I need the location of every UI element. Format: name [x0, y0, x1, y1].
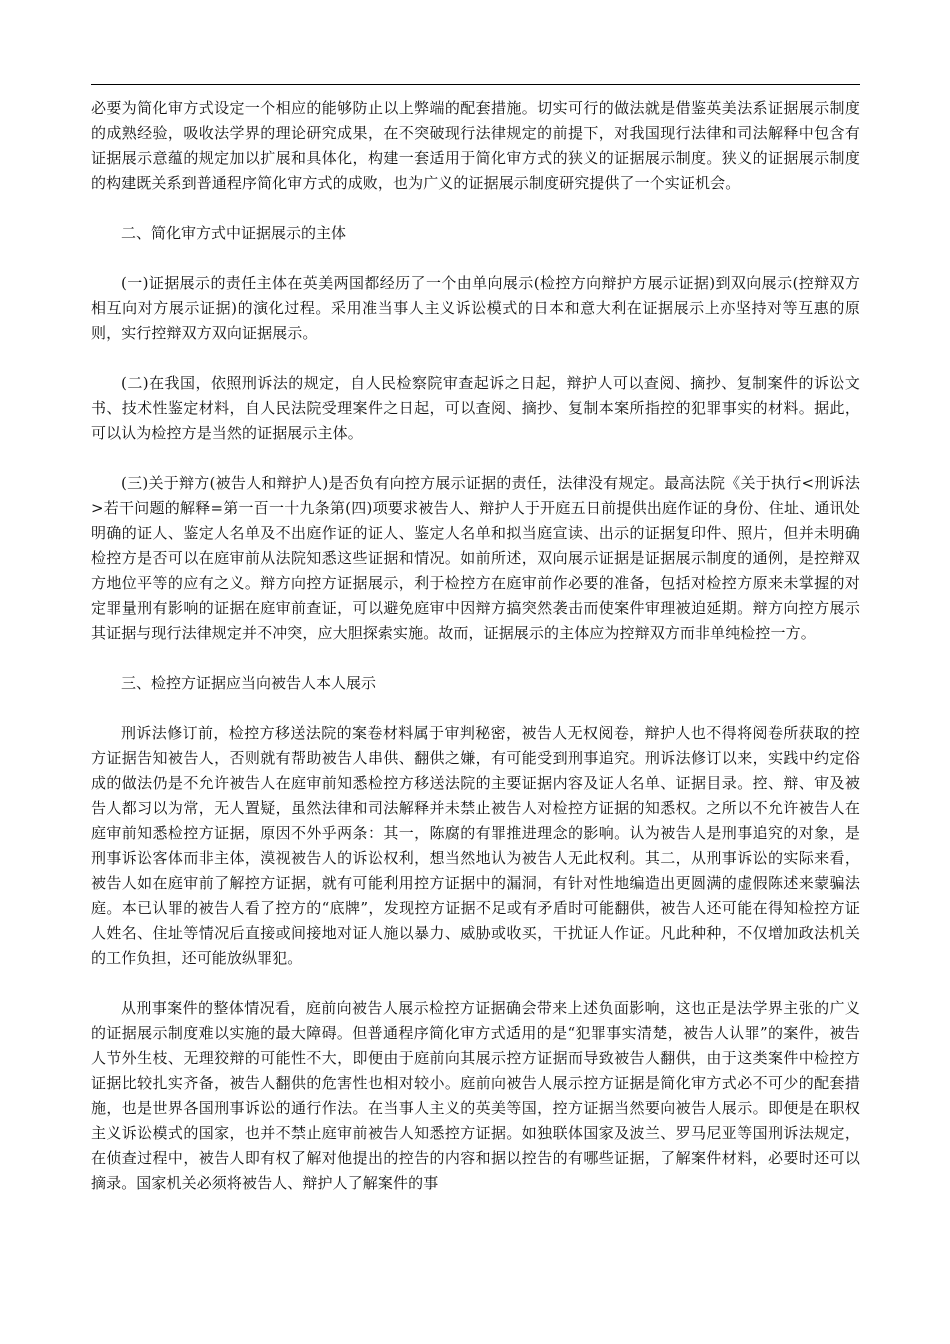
paragraph-gap [91, 446, 860, 471]
section-2-paragraph-3: (三)关于辩方(被告人和辩护人)是否负有向控方展示证据的责任，法律没有规定。最高法院《关于执行<刑诉法>若干问题的解释=第一百一十九条第(四)项要求被告人、辩护人于开庭五日前提供出庭作证的身份、住址、通讯处明确的证人、鉴定人名单及不出庭作证的证人、鉴定人名单和拟当庭宣读、出示的证据复印件、照片，但并未明确检控方是否可以在庭审前从法院知悉这些证据和情况。如前所述，双向展示证据是证据展示制度的通例，是控辩双方地位平等的应有之义。辩方向控方证据展示，利于检控方在庭审前作必要的准备，包括对检控方原来未掌握的对定罪量刑有影响的证据在庭审前查证，可以避免庭审中因辩方搞突然袭击而使案件审理被迫延期。辩方向控方展示其证据与现行法律规定并不冲突，应大胆探索实施。故而，证据展示的主体应为控辩双方而非单纯检控一方。 [91, 474, 860, 642]
paragraph-gap [91, 696, 860, 721]
intro-paragraph: 必要为简化审方式设定一个相应的能够防止以上弊端的配套措施。切实可行的做法就是借鉴英美法系证据展示制度的成熟经验，吸收法学界的理论研究成果，在不突破现行法律规定的前提下，对我国现行法律和司法解释中包含有证据展示意蕴的规定加以扩展和具体化，构建一套适用于简化审方式的狭义的证据展示制度。狭义的证据展示制度的构建既关系到普通程序简化审方式的成败，也为广义的证据展示制度研究提供了一个实证机会。 [91, 99, 860, 192]
header-rule [91, 84, 860, 85]
section-2-paragraph-2: (二)在我国，依照刑诉法的规定，自人民检察院审查起诉之日起，辩护人可以查阅、摘抄、复制案件的诉讼文书、技术性鉴定材料，自人民法院受理案件之日起，可以查阅、摘抄、复制本案所指控的犯罪事实的材料。据此，可以认为检控方是当然的证据展示主体。 [91, 374, 860, 442]
paragraph-gap [91, 246, 860, 271]
paragraph-gap [91, 971, 860, 996]
section-3-paragraph-2: 从刑事案件的整体情况看，庭前向被告人展示检控方证据确会带来上述负面影响，这也正是法学界主张的广义的证据展示制度难以实施的最大障碍。但普通程序简化审方式适用的是“犯罪事实清楚，被告人认罪”的案件，被告人节外生枝、无理狡辩的可能性不大，即便由于庭前向其展示控方证据而导致被告人翻供，由于这类案件中检控方证据比较扎实齐备，被告人翻供的危害性也相对较小。庭前向被告人展示控方证据是简化审方式必不可少的配套措施，也是世界各国刑事诉讼的通行作法。在当事人主义的英美等国，控方证据当然要向被告人展示。即便是在职权主义诉讼模式的国家，也并不禁止庭审前被告人知悉控方证据。如独联体国家及波兰、罗马尼亚等国刑诉法规定，在侦查过程中，被告人即有权了解对他提出的控告的内容和据以控告的有哪些证据，了解案件材料，必要时还可以摘录。国家机关必须将被告人、辩护人了解案件的事 [91, 999, 860, 1192]
paragraph-gap [91, 646, 860, 671]
paragraph-gap [91, 346, 860, 371]
section-3-heading: 三、检控方证据应当向被告人本人展示 [121, 674, 377, 692]
paragraph-gap [91, 196, 860, 221]
section-2-heading: 二、简化审方式中证据展示的主体 [121, 224, 347, 242]
document-body [91, 96, 860, 1196]
section-2-paragraph-1: (一)证据展示的责任主体在英美两国都经历了一个由单向展示(检控方向辩护方展示证据)到双向展示(控辩双方相互向对方展示证据)的演化过程。采用准当事人主义诉讼模式的日本和意大利在证据展示上亦坚持对等互惠的原则，实行控辩双方双向证据展示。 [91, 274, 860, 342]
section-3-paragraph-1: 刑诉法修订前，检控方移送法院的案卷材料属于审判秘密，被告人无权阅卷，辩护人也不得将阅卷所获取的控方证据告知被告人，否则就有帮助被告人串供、翻供之嫌，有可能受到刑事追究。刑诉法修订以来，实践中约定俗成的做法仍是不允许被告人在庭审前知悉检控方移送法院的主要证据内容及证人名单、证据目录。控、辩、审及被告人都习以为常，无人置疑，虽然法律和司法解释并未禁止被告人对检控方证据的知悉权。之所以不允许被告人在庭审前知悉检控方证据，原因不外乎两条：其一，陈腐的有罪推进理念的影响。认为被告人是刑事追究的对象，是刑事诉讼客体而非主体，漠视被告人的诉讼权利，想当然地认为被告人无此权利。其二，从刑事诉讼的实际来看，被告人如在庭审前了解控方证据，就有可能利用控方证据中的漏洞，有针对性地编造出更圆满的虚假陈述来蒙骗法庭。本已认罪的被告人看了控方的“底牌”，发现控方证据不足或有矛盾时可能翻供，被告人还可能在得知检控方证人姓名、住址等情况后直接或间接地对证人施以暴力、威胁或收买，干扰证人作证。凡此种种，不仅增加政法机关的工作负担，还可能放纵罪犯。 [91, 724, 860, 967]
